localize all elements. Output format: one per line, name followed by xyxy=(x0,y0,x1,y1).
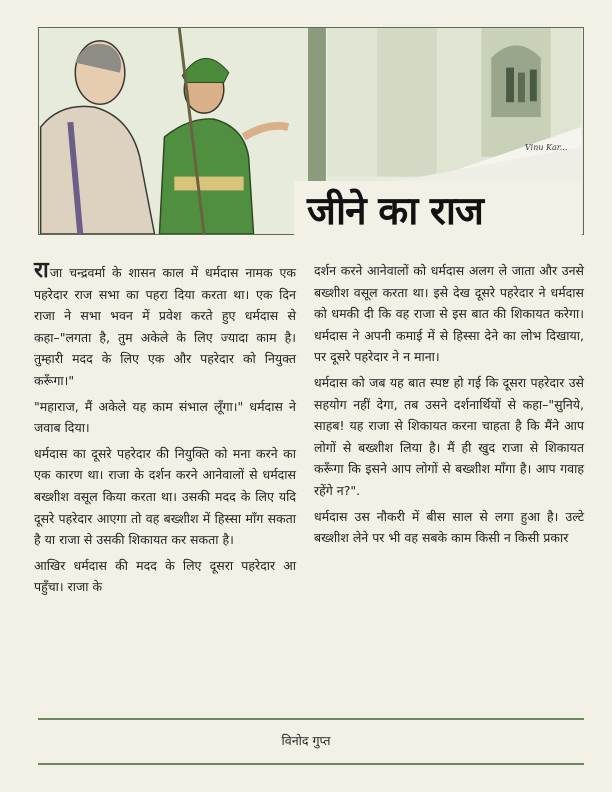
paragraph-4: आखिर धर्मदास की मदद के लिए दूसरा पहरेदार आ पहुँचा। राजा के xyxy=(34,557,296,595)
footer-rule-top xyxy=(38,718,584,720)
illustrator-signature: Vinu Kar... xyxy=(525,143,568,152)
paragraph-7: धर्मदास उस नौकरी में बीस साल से लगा हुआ है। उल्टे बख्शीश लेने पर भी वह सबके काम किसी न किसी प्रकार xyxy=(314,508,584,546)
left-column xyxy=(34,260,296,602)
drop-cap: रा xyxy=(34,258,49,283)
footer-rule-bottom xyxy=(38,763,584,765)
right-column xyxy=(314,260,584,553)
paragraph-6: धर्मदास को जब यह बात स्पष्ट हो गई कि दूसरा पहरेदार उसे सहयोग नहीं देगा, तब उसने दर्शनार्थियों से कहा–"सुनिये, साहब! यह राजा से शिकायत करना चाहता है कि मैंने आप लोगों से बख्शीश लिया है। मैं ही खुद राजा से शिकायत करूँगा कि इसने आप लोगों से बख्शीश माँगा है। आप गवाह रहेंगे न?". xyxy=(314,374,584,498)
paragraph-2: "महाराज, मैं अकेले यह काम संभाल लूँगा।" धर्मदास ने जवाब दिया। xyxy=(34,398,296,436)
paragraph-1: राजा चन्द्रवर्मा के शासन काल में धर्मदास नामक एक पहरेदार राज सभा का पहरा दिया करता था। एक दिन राजा ने सभा भवन में प्रवेश करते हुए धर्मदास से कहा–"लगता है, तुम अकेले के लिए ज्यादा काम है। तुम्हारी मदद के लिए एक और पहरेदार को नियुक्त करूँगा।" xyxy=(34,258,296,388)
author-name: विनोद गुप्त xyxy=(281,733,331,748)
story-title: जीने का राज xyxy=(307,189,483,234)
paragraph-5: दर्शन करने आनेवालों को धर्मदास अलग ले जाता और उनसे बख्शीश वसूल करता था। इसे देख दूसरे पहरेदार ने धर्मदास को धमकी दी कि वह राजा से इस बात की शिकायत करेगा। धर्मदास ने अपनी कमाई में से हिस्सा देने का लोभ दिखाया, पर दूसरे पहरेदार ने न माना। xyxy=(314,263,584,365)
paragraph-3: धर्मदास का दूसरे पहरेदार की नियुक्ति को मना करने का एक कारण था। राजा के दर्शन करने आनेवालों से धर्मदास बख्शीश वसूल किया करता था। उसकी मदद के लिए यदि दूसरे पहरेदार आएगा तो वह बख्शीश में हिस्सा माँग सकता है या राजा से उसकी शिकायत कर सकता है। xyxy=(34,445,296,548)
